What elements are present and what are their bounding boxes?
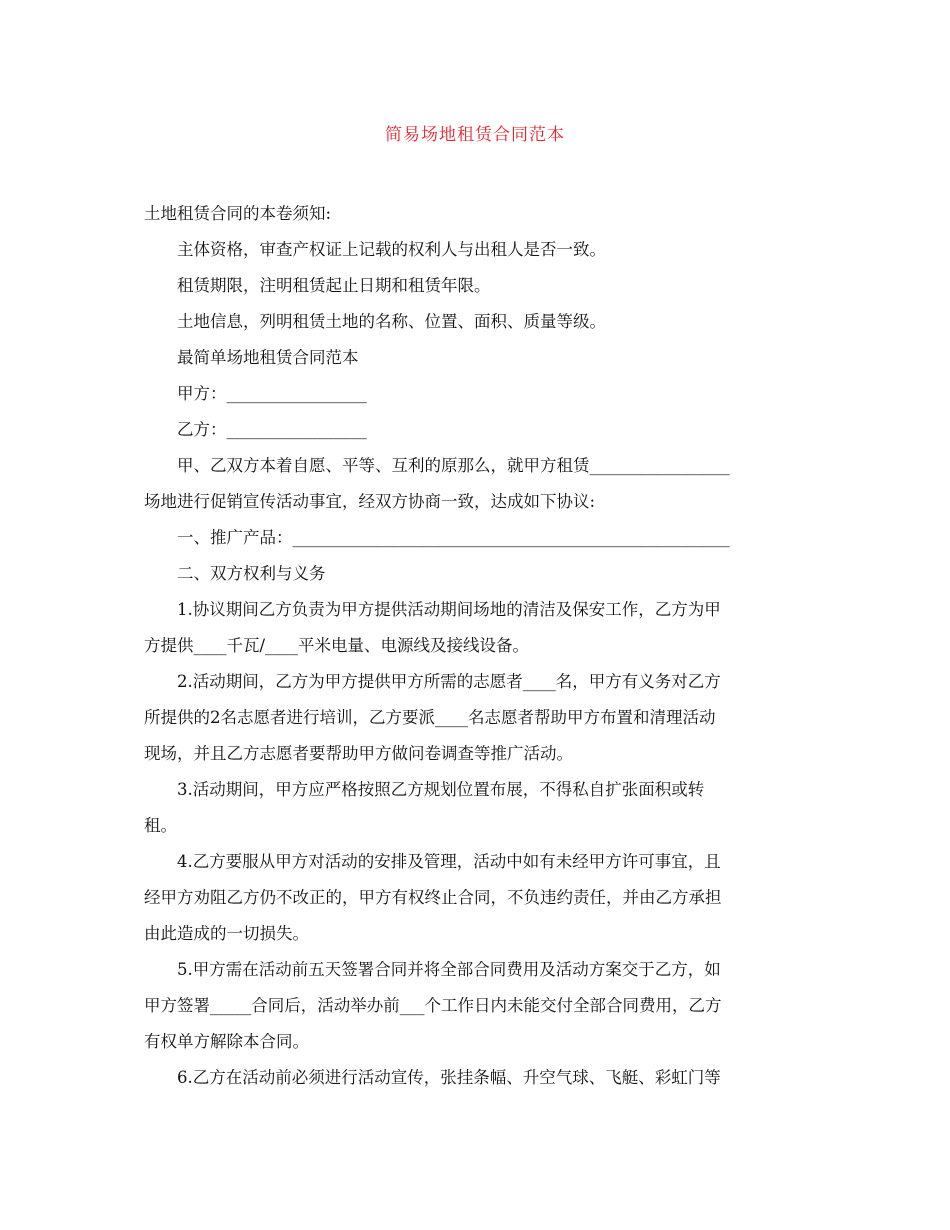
clause-5-line-2: 甲方签署_____合同后，活动举办前___个工作日内未能交付全部合同费用，乙方 [144,996,722,1015]
clause-4-line-1: 4.乙方要服从甲方对活动的安排及管理，活动中如有未经甲方许可事宜，且 [177,852,721,871]
preamble-line-2: 场地进行促销宣传活动事宜，经双方协商一致，达成如下协议: [144,492,596,511]
document-title: 简易场地租赁合同范本 [385,125,565,145]
clause-2-line-1: 2.活动期间，乙方为甲方提供甲方所需的志愿者____名，甲方有义务对乙方 [177,672,721,691]
clause-5-line-3: 有权单方解除本合同。 [144,1032,309,1051]
clause-2-line-2: 所提供的2名志愿者进行培训，乙方要派____名志愿者帮助甲方布置和清理活动 [144,708,716,727]
party-b-line: 乙方：_________________ [177,420,367,439]
section-product-line: 一、推广产品：_____________________________________________________ [177,528,730,547]
preamble-line-1: 甲、乙双方本着自愿、平等、互利的原那么，就甲方租赁_________________ [177,456,730,475]
clause-2-line-3: 现场，并且乙方志愿者要帮助甲方做问卷调查等推广活动。 [144,744,573,763]
template-heading: 最简单场地租赁合同范本 [177,348,359,367]
clause-3-line-1: 3.活动期间，甲方应严格按照乙方规划位置布展，不得私自扩张面积或转 [177,780,705,799]
document-body [144,196,808,1096]
notice-heading: 土地租赁合同的本卷须知: [144,204,332,223]
section-rights-heading: 二、双方权利与义务 [177,564,326,583]
notice-item-term: 租赁期限，注明租赁起止日期和租赁年限。 [177,276,491,295]
clause-5-line-1: 5.甲方需在活动前五天签署合同并将全部合同费用及活动方案交于乙方，如 [177,960,721,979]
clause-4-line-3: 由此造成的一切损失。 [144,924,309,943]
clause-1-line-2: 方提供____千瓦/____平米电量、电源线及接线设备。 [144,636,530,655]
clause-6-line-1: 6.乙方在活动前必须进行活动宣传，张挂条幅、升空气球、飞艇、彩虹门等 [177,1068,721,1087]
clause-4-line-2: 经甲方劝阻乙方仍不改正的，甲方有权终止合同，不负违约责任，并由乙方承担 [144,888,722,907]
notice-item-subject: 主体资格，审查产权证上记载的权利人与出租人是否一致。 [177,240,606,259]
notice-item-land-info: 土地信息，列明租赁土地的名称、位置、面积、质量等级。 [177,312,606,331]
clause-1-line-1: 1.协议期间乙方负责为甲方提供活动期间场地的清洁及保安工作，乙方为甲 [177,600,721,619]
clause-3-line-2: 租。 [144,816,177,835]
party-a-line: 甲方：_________________ [177,384,367,403]
